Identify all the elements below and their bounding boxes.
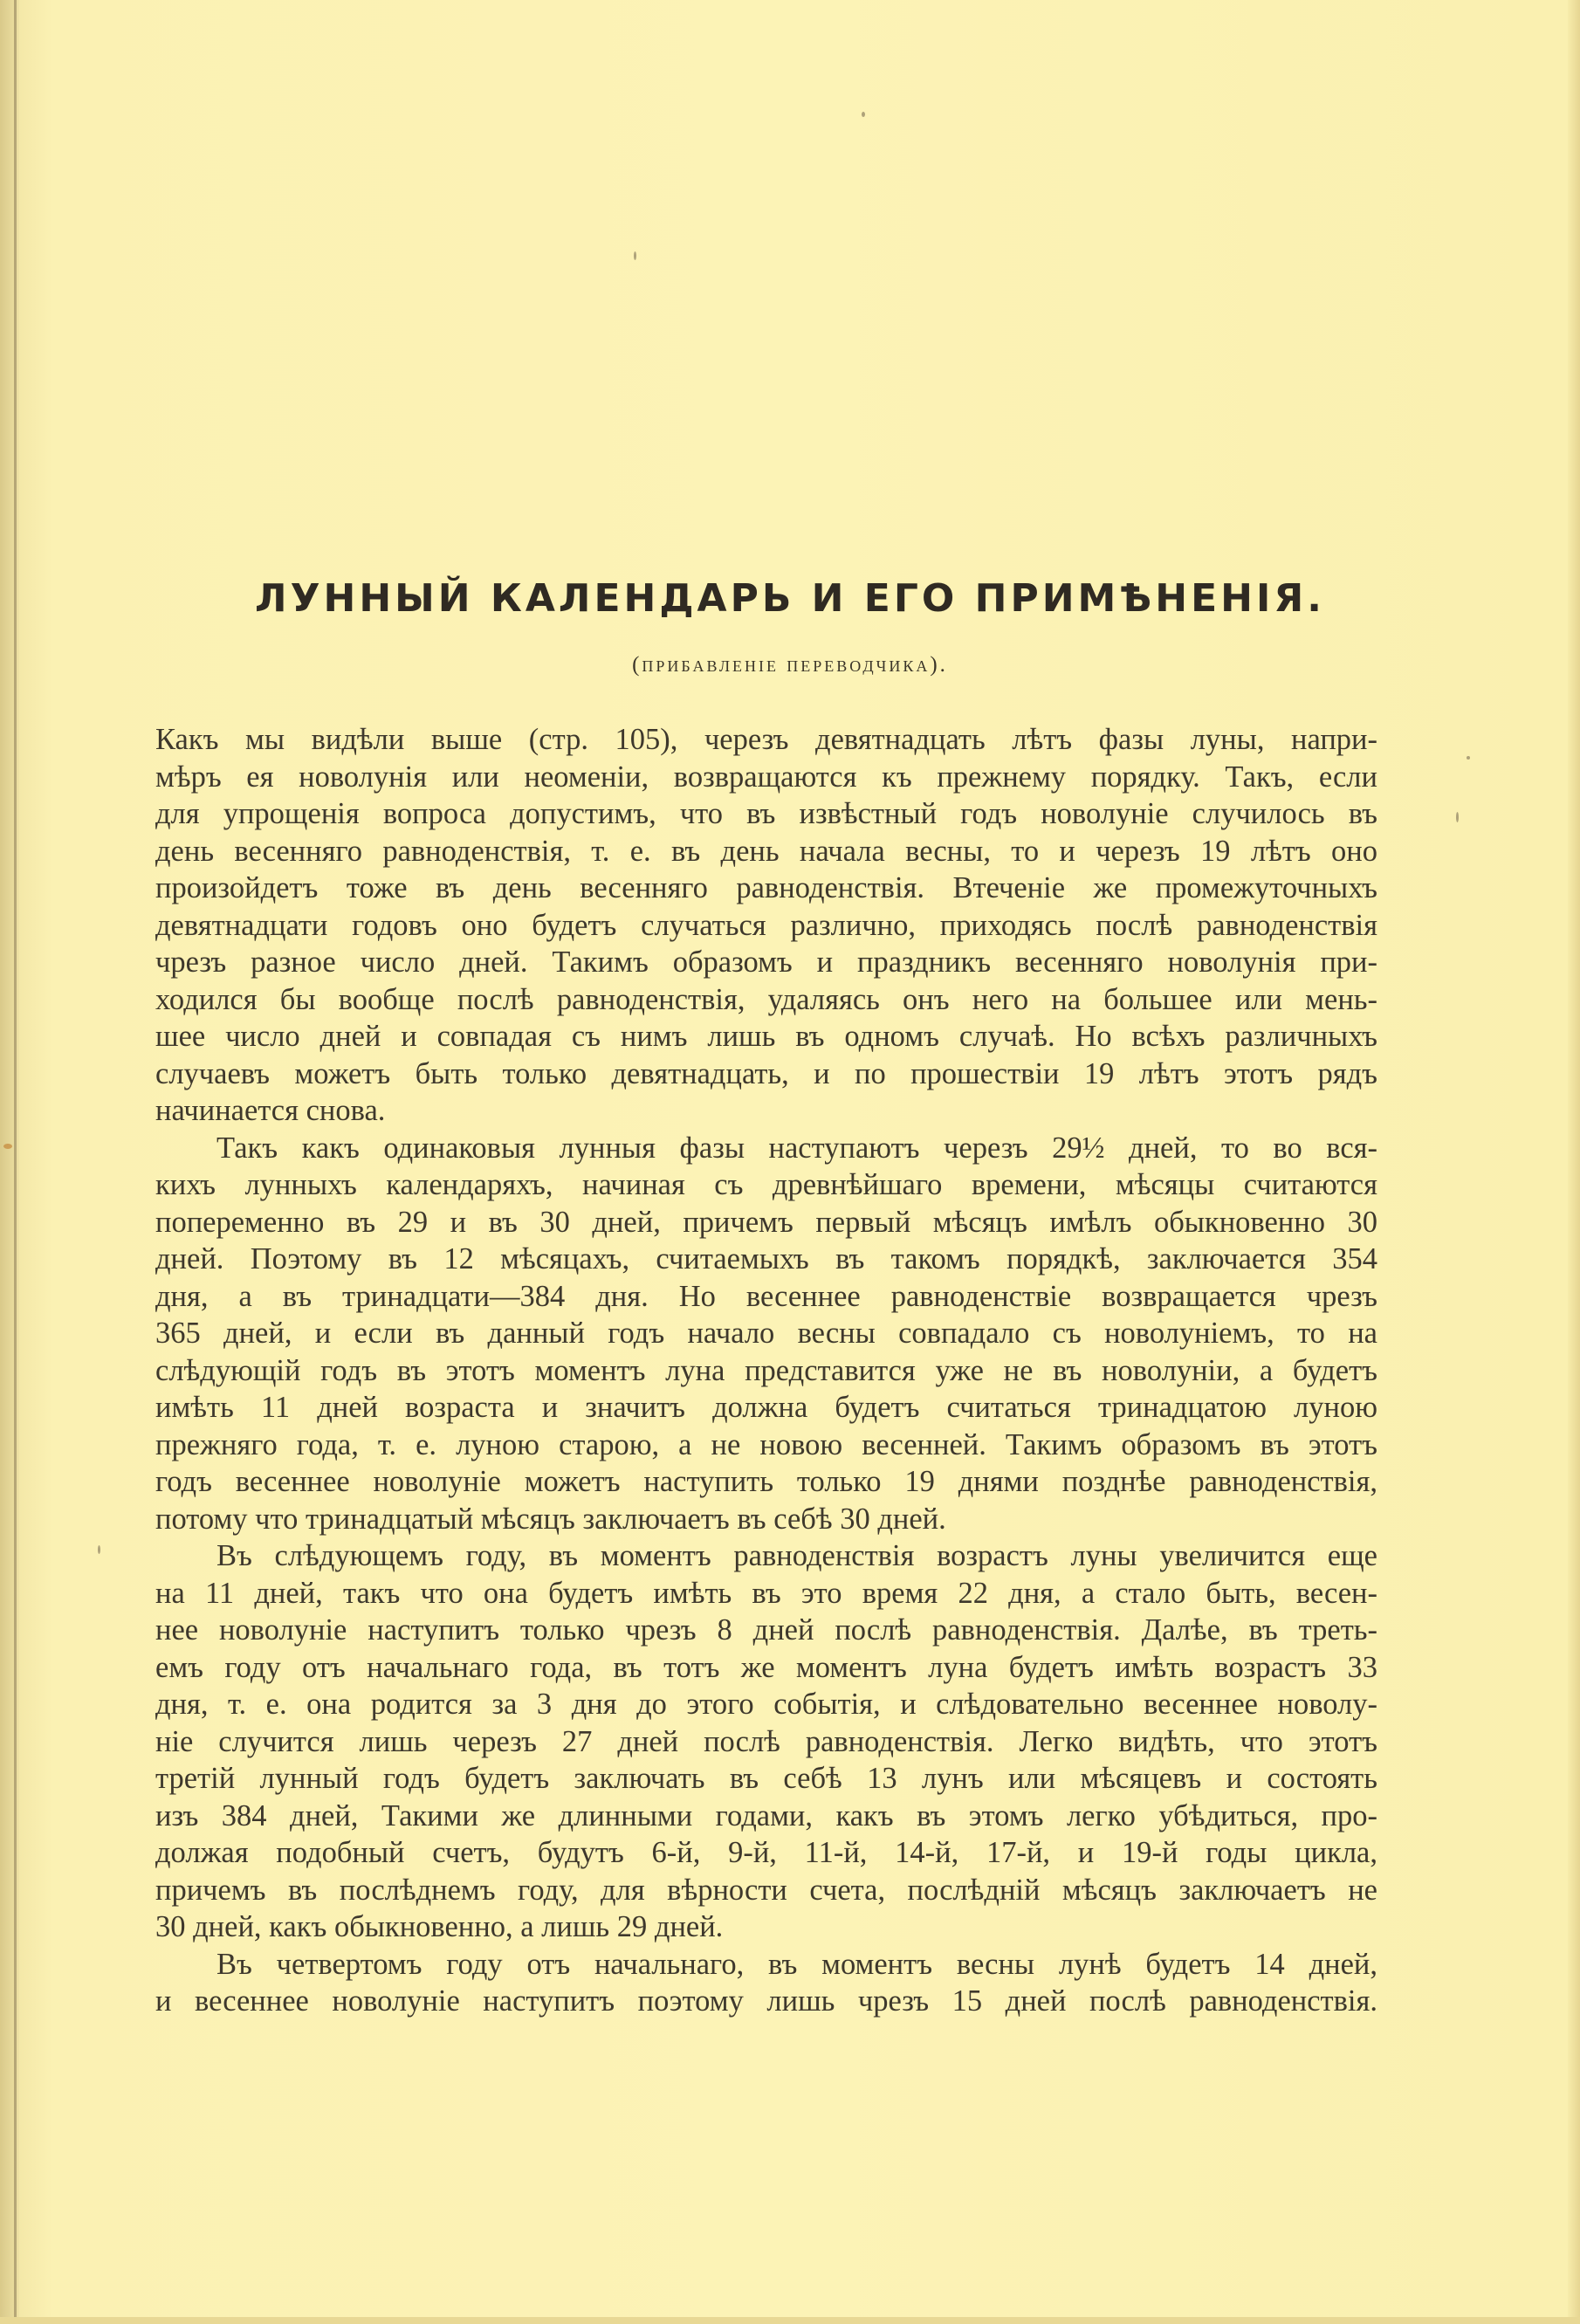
text-line: день весенняго равноденствія, т. е. въ день начала весны, то и черезъ 19 лѣтъ оно xyxy=(155,834,1377,868)
text-line: 30 дней, какъ обыкновенно, а лишь 29 дней. xyxy=(155,1910,724,1943)
text-line: ходился бы вообще послѣ равноденствія, удаляясь онъ него на большее или мень- xyxy=(155,982,1377,1016)
text-line: Въ четвертомъ году отъ начальнаго, въ моментъ весны лунѣ будетъ 14 дней, xyxy=(216,1947,1377,1981)
text-line: дней. Поэтому въ 12 мѣсяцахъ, считаемыхъ въ такомъ порядкѣ, заключается 354 xyxy=(155,1242,1377,1275)
text-line: 365 дней, и если въ данный годъ начало весны совпадало съ новолуніемъ, то на xyxy=(155,1317,1377,1350)
text-line: для упрощенія вопроса допустимъ, что въ извѣстный годъ новолуніе случилось въ xyxy=(155,797,1377,830)
bottom-page-edge xyxy=(0,2317,1580,2324)
text-line: годъ весеннее новолуніе можетъ наступить только 19 днями позднѣе равноденствія, xyxy=(155,1465,1377,1498)
speck xyxy=(862,112,865,117)
text-line: Такъ какъ одинаковыя лунныя фазы наступаютъ черезъ 29½ дней, то во вся- xyxy=(216,1131,1377,1165)
text-line: шее число дней и совпадая съ нимъ лишь въ одномъ случаѣ. Но всѣхъ различныхъ xyxy=(155,1020,1377,1053)
text-line: кихъ лунныхъ календаряхъ, начиная съ древнѣйшаго времени, мѣсяцы считаются xyxy=(155,1168,1377,1201)
text-line: потому что тринадцатый мѣсяцъ заключаетъ въ себѣ 30 дней. xyxy=(155,1502,946,1536)
speck xyxy=(3,1144,12,1149)
text-line: имѣть 11 дней возраста и значитъ должна будетъ считаться тринадцатою луною xyxy=(155,1391,1377,1424)
text-line: слѣдующій годъ въ этотъ моментъ луна представится уже не въ новолуніи, а будетъ xyxy=(155,1353,1377,1387)
speck xyxy=(634,251,636,260)
text-line: дня, а въ тринадцати—384 дня. Но весеннее равноденствіе возвращается чрезъ xyxy=(155,1279,1377,1313)
text-line: прежняго года, т. е. луною старою, а не новою весенней. Такимъ образомъ въ этотъ xyxy=(155,1427,1377,1461)
text-line: произойдетъ тоже въ день весенняго равноденствія. Втеченіе же промежуточныхъ xyxy=(155,871,1377,904)
page-subtitle: (прибавленіе переводчика). xyxy=(632,653,948,677)
page-title: ЛУННЫЙ КАЛЕНДАРЬ И ЕГО ПРИМѢНЕНІЯ. xyxy=(255,576,1325,621)
text-line: Въ слѣдующемъ году, въ моментъ равноденствія возрастъ луны увеличится еще xyxy=(216,1539,1377,1572)
text-line: мѣръ ея новолунія или неоменіи, возвращаются къ прежнему порядку. Такъ, если xyxy=(155,760,1377,794)
binding-line xyxy=(14,0,17,2324)
text-line: ніе случится лишь черезъ 27 дней послѣ равноденствія. Легко видѣть, что этотъ xyxy=(155,1724,1377,1758)
right-page-edge xyxy=(1568,0,1580,2324)
text-line: причемъ въ послѣднемъ году, для вѣрности счета, послѣдній мѣсяцъ заключаетъ не xyxy=(155,1873,1377,1907)
text-line: случаевъ можетъ быть только девятнадцать, и по прошествіи 19 лѣтъ этотъ рядъ xyxy=(155,1056,1377,1090)
text-line: попеременно въ 29 и въ 30 дней, причемъ первый мѣсяцъ имѣлъ обыкновенно 30 xyxy=(155,1205,1377,1239)
speck xyxy=(98,1545,100,1554)
text-line: девятнадцати годовъ оно будетъ случаться различно, приходясь послѣ равноденствія xyxy=(155,908,1377,942)
text-line: чрезъ разное число дней. Такимъ образомъ и праздникъ весенняго новолунія при- xyxy=(155,945,1377,979)
body-text xyxy=(155,721,1377,2020)
text-line: третій лунный годъ будетъ заключать въ себѣ 13 лунъ или мѣсяцевъ и состоять xyxy=(155,1762,1377,1795)
speck xyxy=(1456,812,1459,822)
text-line: начинается снова. xyxy=(155,1094,386,1127)
text-line: дня, т. е. она родится за 3 дня до этого событія, и слѣдовательно весеннее новолу- xyxy=(155,1688,1377,1721)
text-line: на 11 дней, такъ что она будетъ имѣть въ это время 22 дня, а стало быть, весен- xyxy=(155,1576,1377,1610)
text-line: нее новолуніе наступитъ только чрезъ 8 дней послѣ равноденствія. Далѣе, въ треть- xyxy=(155,1613,1377,1647)
speck xyxy=(1467,756,1470,760)
text-line: и весеннее новолуніе наступитъ поэтому лишь чрезъ 15 дней послѣ равноденствія. xyxy=(155,1984,1377,2018)
text-line: емъ году отъ начальнаго года, въ тотъ же моментъ луна будетъ имѣть возрастъ 33 xyxy=(155,1650,1377,1684)
text-line: должая подобный счетъ, будутъ 6-й, 9-й, 11-й, 14-й, 17-й, и 19-й годы цикла, xyxy=(155,1836,1377,1869)
text-line: изъ 384 дней, Такими же длинными годами, какъ въ этомъ легко убѣдиться, про- xyxy=(155,1798,1377,1832)
text-line: Какъ мы видѣли выше (стр. 105), черезъ девятнадцать лѣтъ фазы луны, напри- xyxy=(155,723,1377,756)
